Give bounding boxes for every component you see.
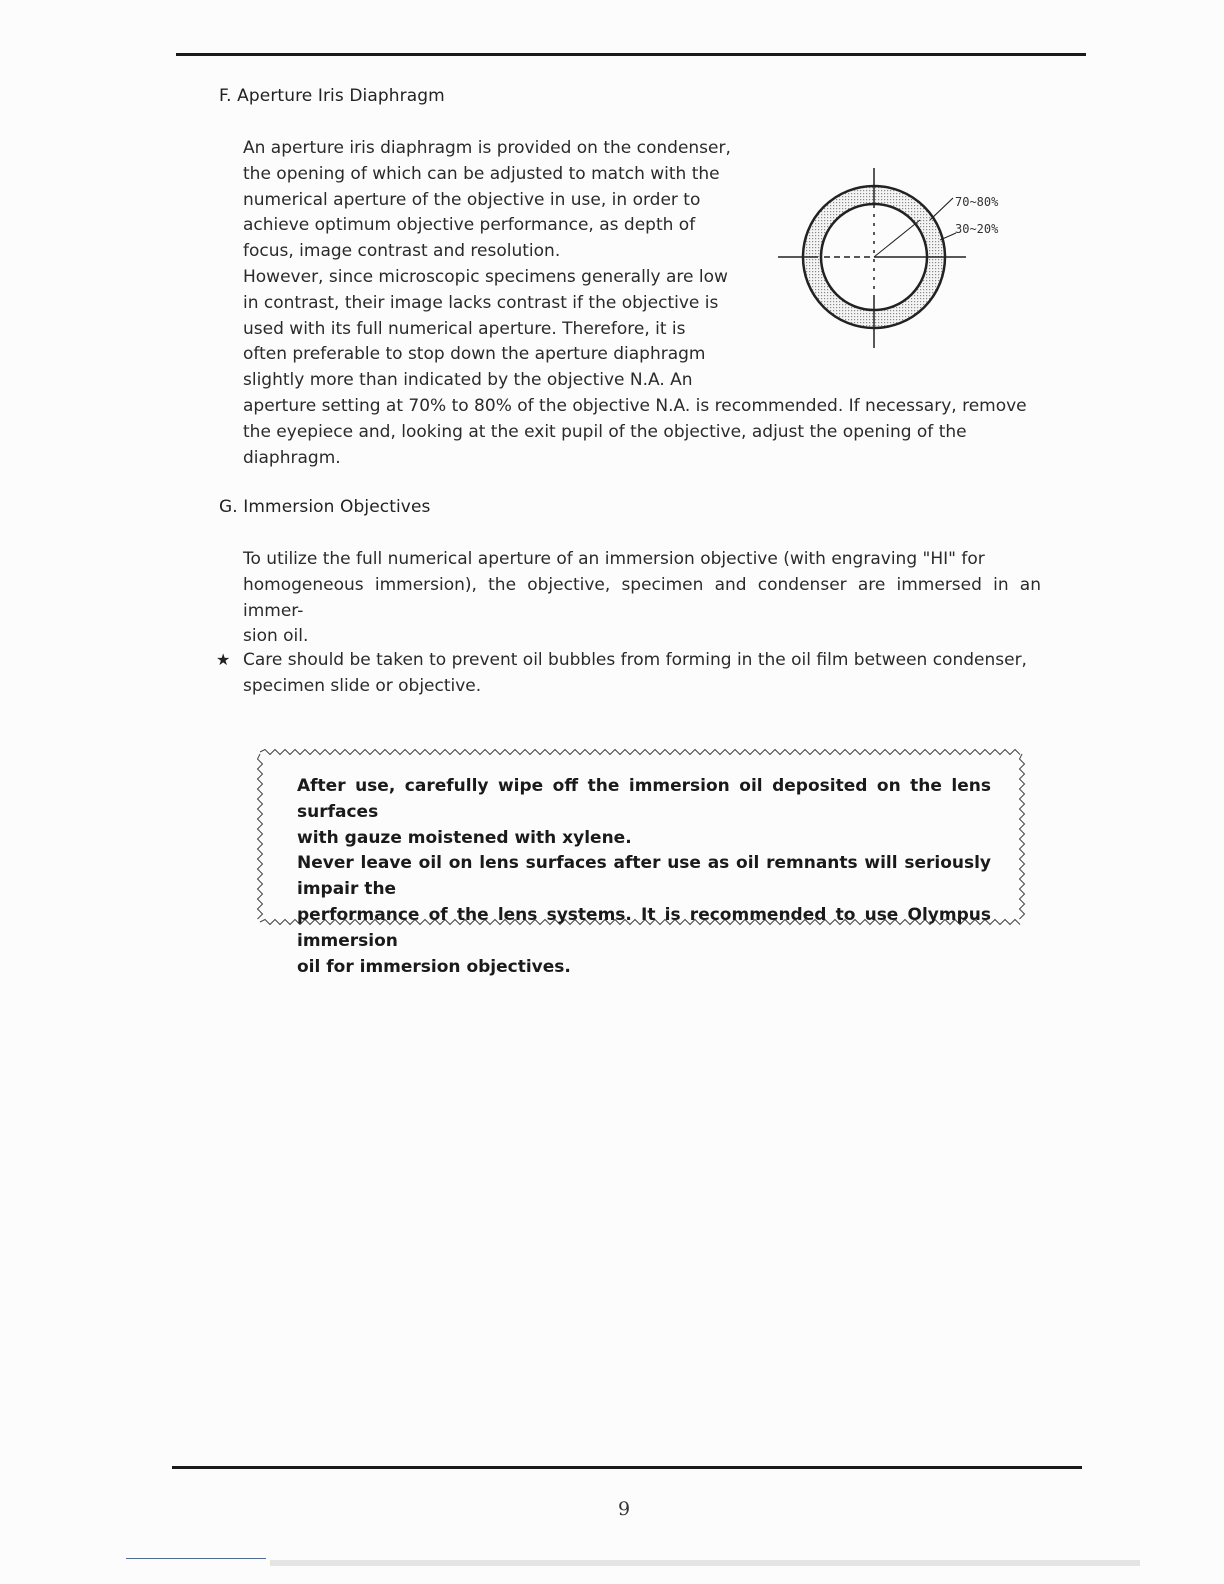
care-note [243,648,1041,700]
text-line: To utilize the full numerical aperture of an immersion objective (with engraving "HI" for [243,549,985,569]
warning-text [297,774,991,980]
text-line: often preferable to stop down the aperture diaphragm [243,344,706,365]
text-line: sion oil. [243,626,309,647]
text-line: An aperture iris diaphragm is provided on the condenser, [243,138,731,158]
text-line: used with its full numerical aperture. Therefore, it is [243,318,686,339]
text-line: with gauze moistened with xylene. [297,827,632,848]
label-30-20: 30~20% [955,222,999,236]
star-icon: ★ [216,650,231,669]
text-line: the opening of which can be adjusted to match with the [243,163,720,184]
text-line: achieve optimum objective performance, as depth of [243,215,696,236]
section-g-heading: G. Immersion Objectives [219,497,431,517]
text-line: focus, image contrast and resolution. [243,241,561,262]
section-f-heading: F. Aperture Iris Diaphragm [219,86,445,106]
text-line: diaphragm. [243,447,341,468]
text-line: After use, carefully wipe off the immersion oil deposited on the lens surfaces [297,776,991,822]
top-rule [176,53,1086,56]
text-line: Never leave oil on lens surfaces after use as oil remnants will seriously impair the [297,853,991,900]
text-line: However, since microscopic specimens generally are low [243,266,728,287]
scan-edge-line [126,1558,266,1559]
leader-outer [930,198,953,220]
bottom-rule [172,1466,1082,1469]
aperture-diagram [770,160,1040,360]
text-line: oil for immersion objectives. [297,956,571,977]
text-line: Care should be taken to prevent oil bubbles from forming in the oil film between condenser, [243,650,1027,670]
section-f-paragraph-continued [243,394,1041,471]
text-line: performance of the lens systems. It is recommended to use Olympus immersion [297,904,991,951]
text-line: the eyepiece and, looking at the exit pupil of the objective, adjust the opening of the [243,421,967,442]
text-line: in contrast, their image lacks contrast if the objective is [243,292,719,313]
label-70-80: 70~80% [955,195,999,209]
page-number: 9 [617,1498,631,1520]
text-line: specimen slide or objective. [243,675,482,696]
scan-edge-shadow [270,1560,1140,1566]
section-g-paragraph [243,547,1041,650]
text-line: aperture setting at 70% to 80% of the objective N.A. is recommended. If necessary, remove [243,396,1027,416]
text-line: slightly more than indicated by the objective N.A. An [243,370,693,391]
text-line: numerical aperture of the objective in use, in order to [243,189,701,210]
text-line: homogeneous immersion), the objective, specimen and condenser are immersed in an immer- [243,574,1041,621]
section-f-paragraph [243,136,731,394]
